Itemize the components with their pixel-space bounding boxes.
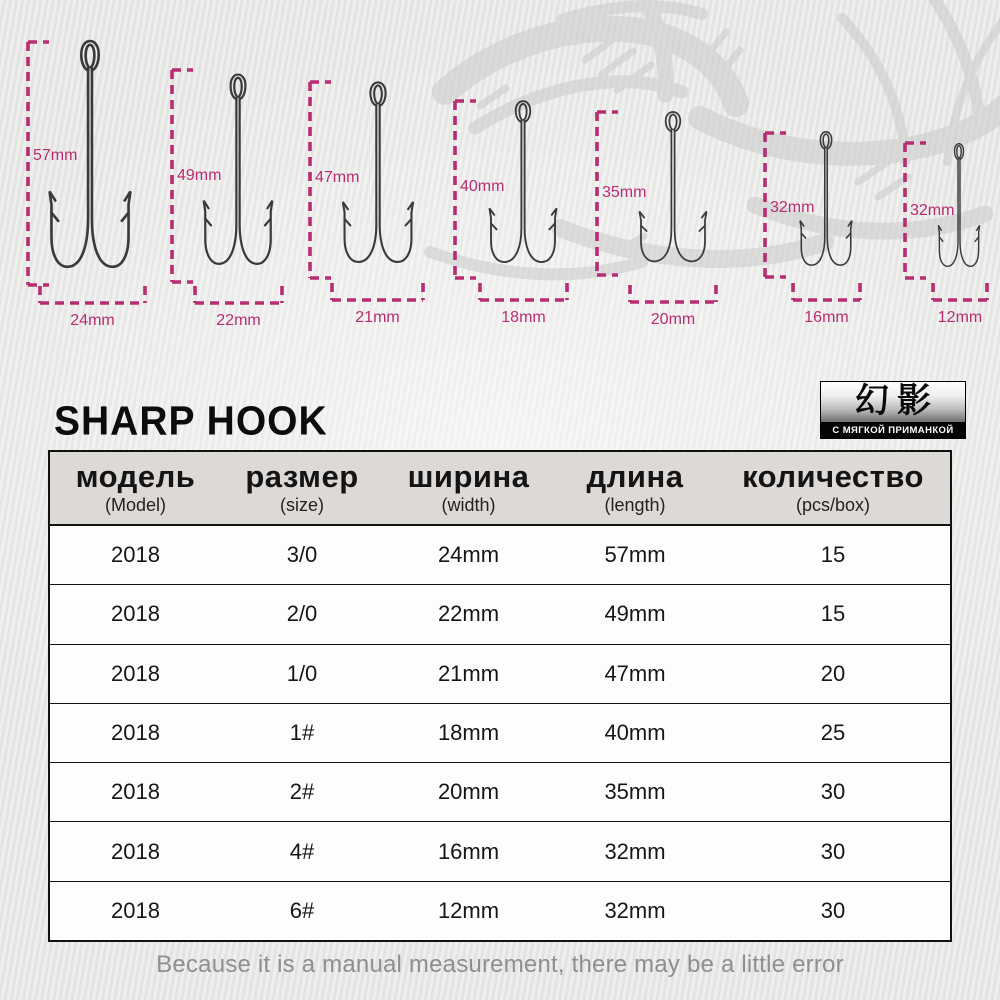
table-cell: 6# [289, 897, 315, 923]
hook-width-label: 20mm [650, 311, 696, 328]
brand-logo [821, 382, 965, 422]
table-row [50, 645, 950, 704]
table-cell: 47mm [604, 660, 666, 686]
table-cell: 2018 [111, 897, 160, 923]
table-row [50, 822, 950, 881]
double-hook-illustration [639, 112, 706, 261]
table-cell: 2018 [111, 660, 160, 686]
hook-length-label: 35mm [602, 184, 647, 201]
table-cell: 15 [820, 601, 846, 627]
length-bracket [905, 143, 987, 300]
hook-width-label: 12mm [937, 309, 983, 326]
length-bracket [172, 70, 282, 303]
table-cell: 2018 [111, 601, 160, 627]
column-header-2 [383, 461, 554, 514]
brand-subtitle: С МЯГКОЙ ПРИМАНКОЙ [821, 422, 965, 438]
brand-chinese-text: 幻影 [855, 383, 939, 420]
table-cell: 15 [820, 542, 846, 568]
table-cell: 40mm [604, 719, 666, 745]
hook-width-label: 21mm [355, 309, 400, 326]
hooks-size-diagram [0, 0, 1000, 345]
column-header-en: (pcs/box) [795, 494, 871, 515]
table-cell: 2# [289, 779, 315, 805]
table-cell: 2018 [111, 838, 160, 864]
table-cell: 1/0 [286, 660, 318, 686]
table-cell: 30 [820, 838, 846, 864]
table-cell: 32mm [604, 838, 666, 864]
hook-width-label: 24mm [70, 312, 115, 329]
table-cell: 4# [289, 838, 315, 864]
table-cell: 2/0 [286, 601, 318, 627]
hook-length-label: 32mm [910, 202, 955, 219]
spec-table [48, 450, 952, 942]
table-cell: 21mm [437, 660, 500, 686]
table-row [50, 882, 950, 940]
brand-badge [820, 381, 966, 439]
table-cell: 3/0 [286, 542, 318, 568]
column-header-en: (width) [441, 494, 496, 515]
column-header-3 [554, 461, 716, 514]
hook-length-label: 40mm [460, 178, 505, 195]
table-cell: 32mm [604, 897, 666, 923]
spec-table-body [50, 526, 950, 940]
length-bracket [28, 42, 145, 303]
hook-width-label: 18mm [501, 309, 546, 326]
column-header-1 [221, 461, 383, 514]
table-cell: 25 [820, 719, 846, 745]
hook-item-1 [172, 70, 282, 329]
table-cell: 2018 [111, 542, 160, 568]
hook-item-0 [28, 41, 145, 329]
column-header-en: (Model) [104, 494, 166, 515]
table-cell: 20 [820, 660, 846, 686]
measurement-disclaimer: Because it is a manual measurement, there may be a little error [156, 951, 844, 978]
hook-length-label: 32mm [770, 199, 815, 216]
column-header-ru: длина [586, 459, 684, 495]
table-cell: 30 [820, 779, 846, 805]
hook-length-label: 57mm [33, 147, 78, 164]
table-row [50, 704, 950, 763]
hook-width-label: 22mm [216, 312, 261, 329]
table-cell: 2018 [111, 779, 160, 805]
table-cell: 12mm [437, 897, 500, 923]
table-cell: 57mm [604, 542, 666, 568]
length-bracket [310, 82, 423, 300]
table-cell: 22mm [437, 601, 500, 627]
column-header-en: (size) [280, 494, 324, 515]
column-header-4 [716, 461, 950, 514]
column-header-ru: размер [245, 459, 359, 495]
hook-length-label: 49mm [177, 167, 222, 184]
column-header-en: (length) [604, 494, 666, 515]
table-cell: 35mm [604, 779, 666, 805]
hook-item-6 [905, 143, 987, 326]
hook-item-5 [765, 132, 860, 326]
hook-length-label: 47mm [315, 169, 360, 186]
spec-table-header [50, 452, 950, 526]
page-title: SHARP HOOK [54, 399, 328, 445]
hook-item-4 [597, 112, 716, 328]
column-header-ru: количество [742, 459, 924, 495]
hook-item-2 [310, 82, 423, 326]
table-cell: 20mm [437, 779, 500, 805]
hook-width-label: 16mm [804, 309, 849, 326]
column-header-0 [50, 461, 221, 514]
table-cell: 2018 [111, 719, 160, 745]
column-header-ru: модель [75, 459, 196, 495]
length-bracket [455, 101, 567, 300]
table-cell: 30 [820, 897, 846, 923]
table-cell: 1# [289, 719, 315, 745]
column-header-ru: ширина [407, 459, 530, 495]
length-bracket [765, 133, 860, 300]
table-cell: 49mm [604, 601, 666, 627]
length-bracket [597, 112, 716, 302]
table-cell: 16mm [437, 838, 500, 864]
table-row [50, 763, 950, 822]
table-row [50, 585, 950, 644]
table-row [50, 526, 950, 585]
table-cell: 18mm [437, 719, 500, 745]
hook-item-3 [455, 101, 567, 326]
table-cell: 24mm [437, 542, 500, 568]
